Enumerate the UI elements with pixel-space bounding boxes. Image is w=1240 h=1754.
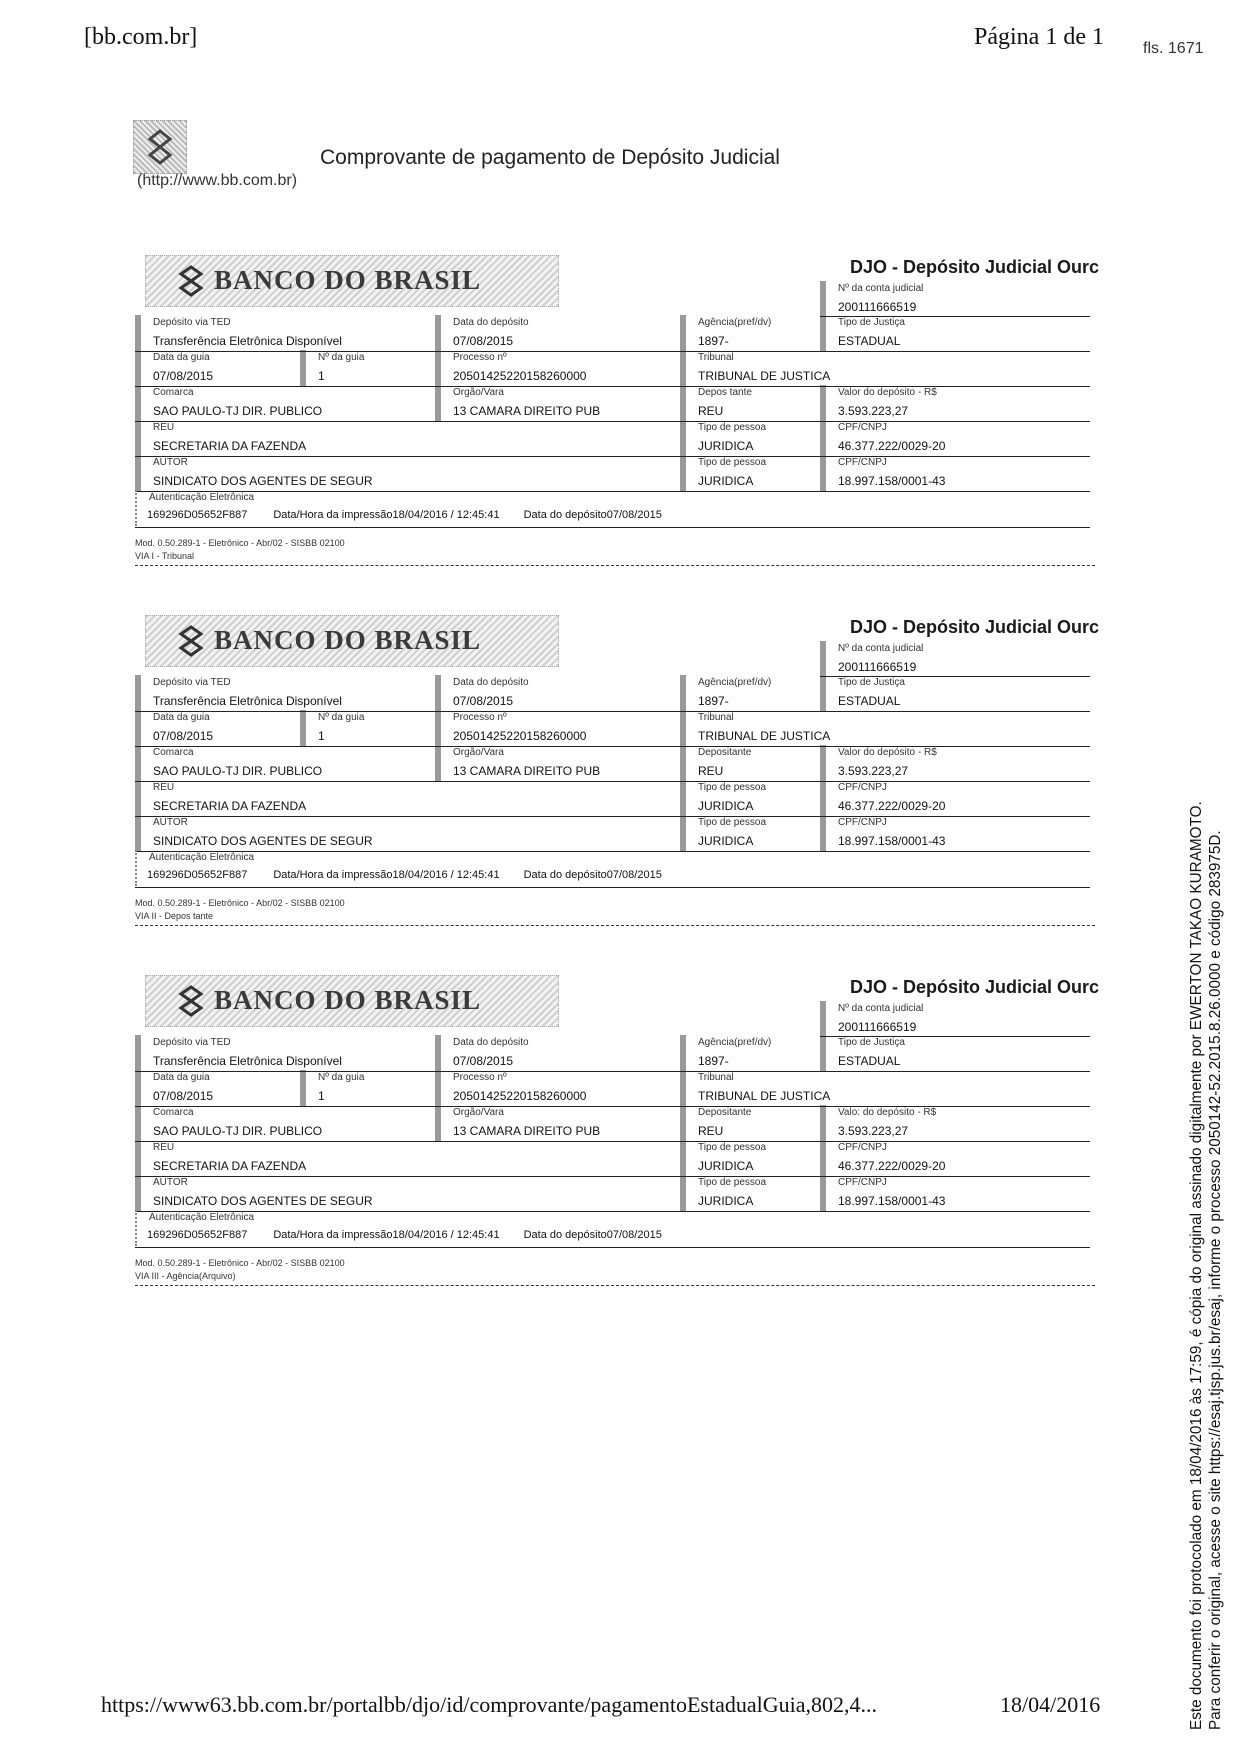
field-agencia [680,1035,772,1071]
field-tipo-deposito [135,1035,342,1071]
field-value: SAO PAULO-TJ DIR. PUBLICO [153,1124,323,1138]
field-label: Data da guia [153,352,210,363]
field-valor [820,745,937,781]
deposit-receipt [135,255,1115,635]
side-note-line-2: Para conferir o original, acesse o site https://esaj.tjsp.jus.br/esaj, informe o processo 2050142-52.2015.8.26.0000 e código 283975D. [1207,830,1224,1730]
side-note-line-1: Este documento foi protocolado em 18/04/2016 às 17:59, é cópia do original assinado digitalmente por EWERTON TAKAO KURAMOTO. [1188,801,1205,1730]
field-label: Depositante [698,747,752,758]
field-reu [135,1140,307,1176]
field-data-deposito [435,315,529,351]
field-data-guia [135,710,214,746]
field-label: Comarca [153,387,194,398]
field-label: Data do depósito [453,677,529,688]
divider [135,711,1090,712]
divider [135,851,1090,852]
field-label: Nº da conta judicial [838,283,924,294]
field-autor [135,815,373,851]
field-num-guia [300,350,365,386]
field-data-deposito [435,675,529,711]
divider [135,887,1090,888]
divider [135,781,1090,782]
via-label: VIA III - Agência(Arquivo) [135,1271,236,1281]
field-value: 46.377.222/0029-20 [838,1159,946,1173]
field-label: Tipo de Justiça [838,317,905,328]
divider [135,746,1090,747]
print-value: 18/04/2016 / 12:45:41 [392,509,500,521]
field-label: CPF/CNPJ [838,782,887,793]
djo-title: DJO - Depósito Judicial Ourc [850,617,1100,637]
field-label: Autenticação Eletrônica [149,492,255,503]
field-label: Tipo de pessoa [698,1142,767,1153]
field-value: 13 CAMARA DIREITO PUB [453,404,601,418]
field-tipo-justica [820,1035,905,1071]
form-model-text: Mod. 0.50.289-1 - Eletrônico - Abr/02 - SISBB 02100 [135,898,345,908]
field-agencia [680,315,772,351]
field-label: Data da guia [153,1072,210,1083]
field-label: Data do depósito [453,1037,529,1048]
field-value: REU [698,764,724,778]
field-value: TRIBUNAL DE JUSTICA [698,1089,831,1103]
field-value: 13 CAMARA DIREITO PUB [453,1124,601,1138]
field-label: Autenticação Eletrônica [149,1212,255,1223]
field-value: SAO PAULO-TJ DIR. PUBLICO [153,764,323,778]
field-value: 200111666519 [838,660,917,674]
field-autor [135,1175,373,1211]
field-label: REU [153,422,175,433]
field-label: Valor do depósito - R$ [838,387,937,398]
folio-number: fls. 1671 [1143,40,1204,57]
field-value: JURIDICA [698,834,754,848]
page-counter: Página 1 de 1 [974,24,1104,50]
divider [135,816,1090,817]
field-comarca [135,1105,323,1141]
field-data-guia [135,1070,214,1106]
field-value: SECRETARIA DA FAZENDA [153,439,307,453]
field-label: Nº da conta judicial [838,1003,924,1014]
field-label: Comarca [153,747,194,758]
field-label: Agência(pref/dv) [698,317,772,328]
field-reu [135,780,307,816]
field-value: SECRETARIA DA FAZENDA [153,1159,307,1173]
field-processo [435,350,587,386]
field-tribunal [680,710,831,746]
field-label: CPF/CNPJ [838,1142,887,1153]
field-label: Nº da guia [318,1072,365,1083]
field-value: Transferência Eletrônica Disponível [153,1054,342,1068]
field-value: SINDICATO DOS AGENTES DE SEGUR [153,834,373,848]
field-label: Nº da guia [318,712,365,723]
field-label: Comarca [153,1107,194,1118]
page-url-link[interactable]: (http://www.bb.com.br) [137,172,298,189]
field-label: Valor do depósito - R$ [838,747,937,758]
field-value: 200111666519 [838,1020,917,1034]
field-label: Orgão/Vara [453,1107,504,1118]
field-label: REU [153,782,175,793]
cut-line [135,1285,1095,1286]
field-label: Processo nº [453,1072,507,1083]
field-value: 18.997.158/0001-43 [838,1194,946,1208]
field-label: AUTOR [153,1177,188,1188]
field-value: 200111666519 [838,300,917,314]
field-label: Agência(pref/dv) [698,677,772,688]
page-title: Comprovante de pagamento de Depósito Judicial [320,146,780,169]
field-value: JURIDICA [698,439,754,453]
deposit-receipt [135,615,1115,995]
field-label: Nº da conta judicial [838,643,924,654]
divider [135,456,1090,457]
divider [135,1211,1090,1212]
field-label: Processo nº [453,352,507,363]
field-value: ESTADUAL [838,694,901,708]
print-value: 18/04/2016 / 12:45:41 [392,1229,500,1241]
field-value: 20501425220158260000 [453,369,587,383]
field-value: REU [698,404,724,418]
cut-line [135,925,1095,926]
deposit-date-value: 07/08/2015 [606,509,662,521]
field-value: 3.593.223,27 [838,1124,909,1138]
djo-title: DJO - Depósito Judicial Ourc [850,977,1100,997]
field-processo [435,1070,587,1106]
field-label: Tribunal [698,1072,734,1083]
field-value: 3.593.223,27 [838,764,909,778]
field-label: CPF/CNPJ [838,422,887,433]
field-value: JURIDICA [698,1159,754,1173]
bank-name: BANCO DO BRASIL [214,625,482,655]
field-value: JURIDICA [698,474,754,488]
divider [820,1036,1090,1037]
field-orgao [435,745,601,781]
print-label: Data/Hora da impressão [273,509,393,521]
field-autor [135,455,373,491]
field-value: 1897- [698,1054,729,1068]
side-validation-note [1187,801,1225,1730]
print-label: Data/Hora da impressão [273,869,393,881]
field-label: CPF/CNPJ [838,817,887,828]
field-autor-cpf [820,1175,946,1211]
divider [135,1071,1090,1072]
bank-name: BANCO DO BRASIL [214,265,482,295]
field-autor-tipo [680,1175,767,1211]
divider [135,1176,1090,1177]
field-value: 18.997.158/0001-43 [838,834,946,848]
field-label: CPF/CNPJ [838,1177,887,1188]
field-value: Transferência Eletrônica Disponível [153,694,342,708]
divider [135,491,1090,492]
field-value: SAO PAULO-TJ DIR. PUBLICO [153,404,323,418]
field-autor-cpf [820,455,946,491]
authentication-line [147,1229,662,1241]
bb-logo-icon [174,625,208,657]
field-reu-cpf [820,1140,946,1176]
field-label: Orgão/Vara [453,747,504,758]
field-value: SINDICATO DOS AGENTES DE SEGUR [153,474,373,488]
field-reu-tipo [680,1140,767,1176]
divider [135,351,1090,352]
auth-code: 169296D05652F887 [147,869,248,881]
field-value: 1897- [698,694,729,708]
field-label: Tipo de Justiça [838,1037,905,1048]
field-autor-tipo [680,455,767,491]
divider [135,1247,1090,1248]
field-num-guia [300,710,365,746]
field-label: REU [153,1142,175,1153]
field-label: Tipo de pessoa [698,782,767,793]
divider [135,386,1090,387]
field-value: 07/08/2015 [153,729,214,743]
field-label: Depósito via TED [153,317,231,328]
field-value: 07/08/2015 [453,334,514,348]
footer-url[interactable]: https://www63.bb.com.br/portalbb/djo/id/comprovante/pagamentoEstadualGuia,802,4... [101,1692,877,1717]
authentication-line [147,869,662,881]
deposit-date-label: Data do depósito [523,1229,607,1241]
field-label: Tipo de pessoa [698,457,767,468]
deposit-date-label: Data do depósito [523,509,607,521]
field-label: Nº da guia [318,352,365,363]
field-reu-cpf [820,780,946,816]
field-label: Data da guia [153,712,210,723]
field-label: Tipo de pessoa [698,422,767,433]
field-reu [135,420,307,456]
field-tribunal [680,350,831,386]
field-label: Data do depósito [453,317,529,328]
field-conta [820,641,924,677]
bank-banner [145,255,559,307]
field-data-guia [135,350,214,386]
bank-name: BANCO DO BRASIL [214,985,482,1015]
divider [820,316,1090,317]
field-data-deposito [435,1035,529,1071]
field-agencia [680,675,772,711]
auth-code: 169296D05652F887 [147,1229,248,1241]
field-comarca [135,745,323,781]
divider [135,527,1090,528]
field-tipo-justica [820,675,905,711]
deposit-date-value: 07/08/2015 [606,869,662,881]
field-depositante [680,1105,752,1141]
form-model-text: Mod. 0.50.289-1 - Eletrônico - Abr/02 - SISBB 02100 [135,538,345,548]
field-tipo-deposito [135,675,342,711]
field-label: Processo nº [453,712,507,723]
bb-logo-icon [133,120,187,174]
field-value: 1 [318,1089,325,1103]
via-label: VIA II - Depos tante [135,911,214,921]
field-valor [820,1105,937,1141]
field-value: TRIBUNAL DE JUSTICA [698,369,831,383]
field-label: Tipo de pessoa [698,817,767,828]
field-orgao [435,385,601,421]
field-value: SECRETARIA DA FAZENDA [153,799,307,813]
field-label: Depos tante [698,387,752,398]
field-value: 13 CAMARA DIREITO PUB [453,764,601,778]
field-reu-tipo [680,780,767,816]
field-conta [820,281,924,317]
field-label: Tribunal [698,712,734,723]
field-value: REU [698,1124,724,1138]
field-value: 20501425220158260000 [453,1089,587,1103]
field-label: Tipo de Justiça [838,677,905,688]
field-value: 07/08/2015 [153,1089,214,1103]
bank-banner [145,975,559,1027]
divider [135,421,1090,422]
field-label: Autenticação Eletrônica [149,852,255,863]
deposit-date-value: 07/08/2015 [606,1229,662,1241]
field-value: ESTADUAL [838,1054,901,1068]
field-tribunal [680,1070,831,1106]
deposit-receipt [135,975,1115,1355]
footer-date: 18/04/2016 [1000,1692,1101,1717]
field-tipo-deposito [135,315,342,351]
field-value: 18.997.158/0001-43 [838,474,946,488]
field-value: 46.377.222/0029-20 [838,799,946,813]
field-value: 07/08/2015 [453,1054,514,1068]
via-label: VIA I - Tribunal [135,551,195,561]
field-label: AUTOR [153,457,188,468]
field-label: Agência(pref/dv) [698,1037,772,1048]
field-value: 1897- [698,334,729,348]
auth-code: 169296D05652F887 [147,509,248,521]
authentication-line [147,509,662,521]
field-value: 07/08/2015 [153,369,214,383]
field-label: CPF/CNPJ [838,457,887,468]
field-label: Depositante [698,1107,752,1118]
field-value: 3.593.223,27 [838,404,909,418]
field-num-guia [300,1070,365,1106]
bank-banner [145,615,559,667]
deposit-date-label: Data do depósito [523,869,607,881]
field-label: Tribunal [698,352,734,363]
field-orgao [435,1105,601,1141]
divider [820,676,1090,677]
field-value: 1 [318,369,325,383]
field-value: 20501425220158260000 [453,729,587,743]
field-label: Valo: do depósito - R$ [838,1107,937,1118]
field-label: Depósito via TED [153,1037,231,1048]
bb-logo-icon [174,985,208,1017]
print-label: Data/Hora da impressão [273,1229,393,1241]
divider [135,1106,1090,1107]
print-value: 18/04/2016 / 12:45:41 [392,869,500,881]
field-label: Orgão/Vara [453,387,504,398]
field-reu-cpf [820,420,946,456]
field-value: 07/08/2015 [453,694,514,708]
field-value: ESTADUAL [838,334,901,348]
field-value: JURIDICA [698,799,754,813]
field-autor-cpf [820,815,946,851]
form-model-text: Mod. 0.50.289-1 - Eletrônico - Abr/02 - SISBB 02100 [135,1258,345,1268]
field-value: Transferência Eletrônica Disponível [153,334,342,348]
header-left-text: [bb.com.br] [84,24,198,50]
field-tipo-justica [820,315,905,351]
field-comarca [135,385,323,421]
field-value: TRIBUNAL DE JUSTICA [698,729,831,743]
field-autor-tipo [680,815,767,851]
cut-line [135,565,1095,566]
field-value: 46.377.222/0029-20 [838,439,946,453]
field-depositante [680,385,752,421]
field-label: Tipo de pessoa [698,1177,767,1188]
field-depositante [680,745,752,781]
field-label: Depósito via TED [153,677,231,688]
field-valor [820,385,937,421]
field-value: 1 [318,729,325,743]
field-reu-tipo [680,420,767,456]
divider [135,1141,1090,1142]
bb-logo-icon [174,265,208,297]
field-value: SINDICATO DOS AGENTES DE SEGUR [153,1194,373,1208]
field-value: JURIDICA [698,1194,754,1208]
djo-title: DJO - Depósito Judicial Ourc [850,257,1100,277]
field-conta [820,1001,924,1037]
field-label: AUTOR [153,817,188,828]
field-processo [435,710,587,746]
